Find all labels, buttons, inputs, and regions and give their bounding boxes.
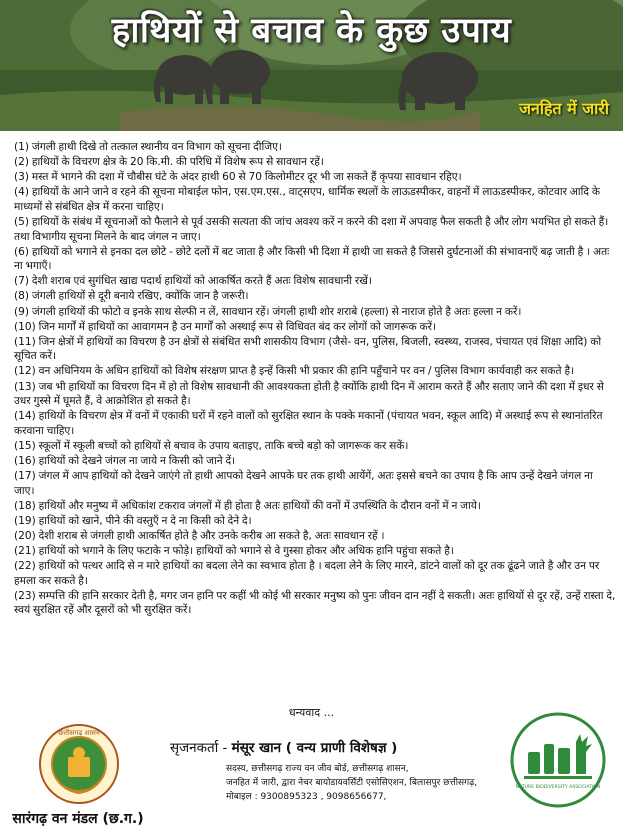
tip-item: (12) वन अधिनियम के अधिन हाथियों को विशेष संरक्षण प्राप्त है इन्हें किसी भी प्रकार की हानि पहुँचाने पर वन / पुलिस विभाग कार्यवाही कर सकते है। (14, 365, 575, 378)
tip-item: (3) मस्त में भागने की दशा में चौबीस घंटे के अंदर हाथी 60 से 70 किलोमीटर दूर भी जा सकते हैं कृपया सावधान रहिए। (14, 171, 462, 184)
elephant-leg (252, 80, 261, 104)
elephant (402, 52, 478, 104)
tip-item: (2) हाथियों के विचरण क्षेत्र के 20 कि.मी. की परिधि में विशेष रूप से सावधान रहें। (14, 156, 324, 169)
credits-block (170, 738, 500, 804)
credit-details (170, 762, 500, 804)
tip-item: (6) हाथियों को भगाने से इनका दल छोटे - छोटे दलों में बट जाता है और किसी भी दिशा में हाथी जा सकते है जिससे दुर्घटनाओं की संभावनाएँ बढ़ जाती है । अतः ना भगाएँ। (14, 245, 610, 273)
tip-item: (16) हाथियों को देखने जंगल ना जाये न किसी को जाने दें। (14, 454, 236, 467)
tip-item: (1) जंगली हाथी दिखे तो तत्काल स्थानीय वन विभाग को सूचना दीजिए। (14, 141, 282, 153)
elephant-leg (455, 88, 465, 110)
creator-line (170, 738, 500, 756)
tip-item: (23) सम्पत्ति की हानि सरकार देती है, मगर जन हानि पर कहीं भी कोई भी सरकार मनुष्य को पुनः जीवन दान नहीं दे सकती। अतः हाथियों से दूर रहें, उन्हें रास्ता दे, स्वयं सुरक्षित रहें और दूसरों को भी सुरक्षित करें। (14, 589, 616, 617)
forest-division-name: सारंगढ़ वन मंडल (छ.ग.) (12, 811, 144, 827)
government-emblem-icon (38, 723, 120, 805)
creator-name: मंसूर खान ( वन्य प्राणी विशेषज्ञ ) (231, 740, 398, 756)
emblem-text: छत्तीसगढ़ शासन (58, 729, 100, 737)
tip-item: (9) जंगली हाथियों की फोटो व इनके साथ सेल्फी न लें, सावधान रहें। जंगली हाथी शोर शराबे (हल्ला) से नाराज होते है अतः हल्ला न करें। (14, 305, 522, 318)
tip-item: (11) जिन क्षेत्रों में हाथियों का विचरण है उन क्षेत्रों से संबंधित सभी शासकीय विभाग (जैसे- वन, पुलिस, बिजली, स्वस्थ्य, राजस्व, पंचायत एवं शिक्षा आदि) को सूचित करें। (14, 335, 602, 363)
tip-item: (17) जंगल में आप हाथियों को देखने जाएंगे तो हाथी आपको देखने आपके घर तक हाथी आयेंगें, अतः इससे बचने का उपाय है कि आप उन्हें देखने जंगल ना जाए। (14, 470, 593, 497)
header-banner (0, 0, 623, 131)
credit-line: मोबाइल : 9300895323 , 9098656677, (226, 792, 387, 802)
elephant-leg (415, 88, 425, 110)
tip-item: (8) जंगली हाथियों से दूरी बनाये रखिए, क्योंकि जान है जरूरी। (14, 290, 249, 303)
tip-item: (15) स्कूलों में स्कूली बच्चों को हाथियों से बचाव के उपाय बताइए, ताकि बच्चे बड़ो को जागरूक कर सकें। (14, 439, 409, 452)
elephant-leg (220, 80, 229, 104)
tip-item: (22) हाथियों को पत्थर आदि से न मारे हाथियों का बदला लेने का स्वभाव होता है । बदला लेने के लिए मारने, डांटने वालों को दूर तक ढूंढने जाते है और उन पर हमला कर सकते है। (14, 560, 600, 587)
tip-item: (19) हाथियों को खाने, पीने की वस्तुएँ न दे ना किसी को देने दे। (14, 514, 252, 527)
tip-item: (14) हाथियों के विचरण क्षेत्र में वनों में एकाकी घरों में रहने वालों को सुरक्षित स्थान के पक्के मकानों (पंचायत भवन, स्कूल आदि) में अस्थाई रूप से स्थानांतरित करवाना चाहिए। (14, 410, 603, 437)
tip-item: (13) जब भी हाथियों का विचरण दिन में हो तो विशेष सावधानी की आवश्यकता होती है क्योंकि हाथी दिन में आराम करते हैं और सताए जाने की दशा में इधर से उधर गुस्से में घूमते हैं, वे आक्रोशित हो सकते है। (14, 380, 604, 408)
tip-item: (4) हाथियों के आने जाने व रहने की सूचना मोबाईल फोन, एस.एम.एस., वाट्सएप, धार्मिक स्थलों के लाऊडस्पीकर, वाहनों में लाऊडस्पीकर, कोटवार आदि के माध्यमों से संबंधित क्षेत्र में करना चाहिए। (14, 186, 601, 213)
tip-item: (7) देशी शराब एवं सुगंधित खाद्य पदार्थ हाथियों को आकर्षित करते हैं अतः विशेष सावधानी रखें। (14, 275, 372, 288)
tip-item: (10) जिन मार्गों में हाथियों का आवागमन है उन मार्गों को अस्थाई रूप से विधिवत बंद कर लोगों को जागरूक करें। (14, 320, 436, 333)
credit-line: जनहित में जारी, द्वारा नेचर बायोडायवर्सिटी एसोसिएशन, बिलासपुर छत्तीसगढ़, (226, 778, 478, 788)
page-title: हाथियों से बचाव के कुछ उपाय (111, 11, 512, 51)
thank-you-text: धन्यवाद ... (288, 706, 335, 719)
credit-line: सदस्य, छत्तीसगढ़ राज्य वन जीव बोर्ड, छत्तीसगढ़ शासन, (226, 764, 409, 774)
safety-tips-list (14, 140, 616, 619)
public-interest-badge: जनहित में जारी (519, 99, 609, 118)
tip-item: (18) हाथियों और मनुष्य में अधिकांश टकराव जंगलों में ही होता है अतः हाथियों की वनों में उपस्थिति के दौरान वनों में न जाये। (14, 499, 481, 512)
nature-biodiversity-logo-icon (510, 712, 606, 808)
tip-item: (20) देशी शराब से जंगली हाथी आकर्षित होते है और उनके करीब आ सकते है, अतः सावधान रहें । (14, 529, 385, 542)
elephant-leg (165, 82, 173, 104)
department-block (8, 723, 148, 833)
creator-label: सृजनकर्ता - (170, 740, 232, 756)
logo-text: NATURE BIODIVERSITY ASSOCIATION (515, 785, 601, 790)
tip-item: (5) हाथियों के संबंध में सूचनाओं को फैलाने से पूर्व उसकी सत्यता की जांच अवश्य करें न करने की दशा में अपवाह फैल सकती है और लोग भयभित हो सकते हैं। तथा विभागीय सूचना मिलने के बाद जंगल न जाए। (14, 215, 609, 243)
elephant-leg (195, 82, 203, 104)
tip-item: (21) हाथियों को भगाने के लिए फटाके न फोड़े। हाथियों को भगाने से वे गुस्सा होकर और अधिक हानि पहुंचा सकते है। (14, 545, 454, 558)
